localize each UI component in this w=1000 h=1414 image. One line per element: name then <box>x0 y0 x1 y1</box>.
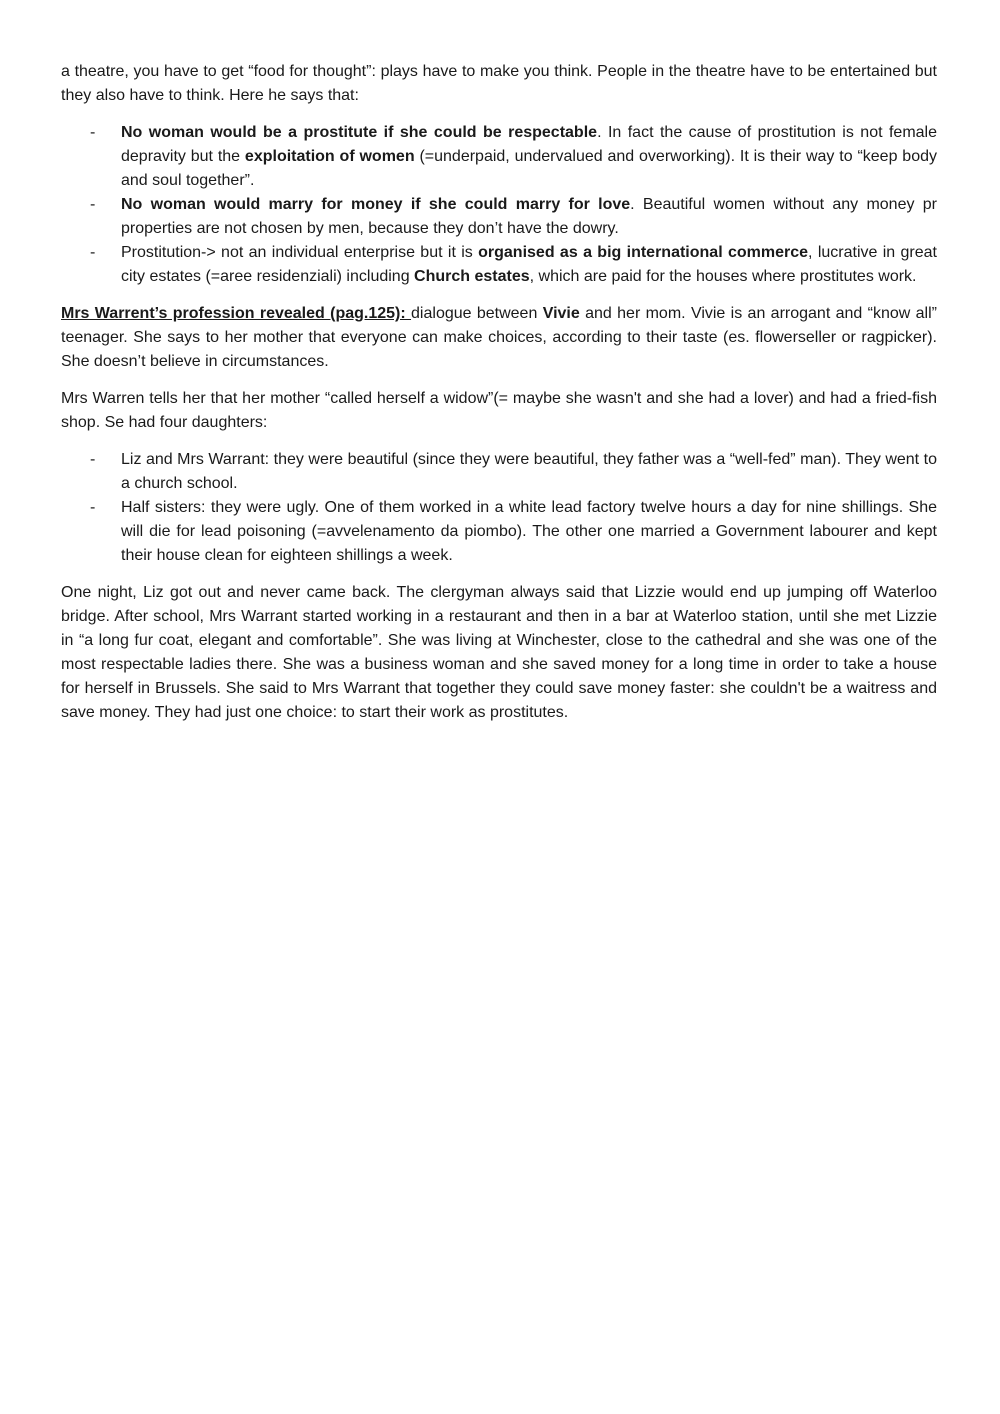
body-text: . In fact the cause of prostitution is not female depravity but the <box>121 124 938 165</box>
section-paragraph <box>61 302 937 374</box>
bold-phrase: No woman would be a prostitute if she could be respectable <box>121 124 598 141</box>
body-text: , which are paid for the houses where prostitutes work. <box>529 268 917 285</box>
body-text: (=underpaid, undervalued and overworking). It is their way to “keep body and soul together”. <box>121 148 937 189</box>
mother-paragraph: Mrs Warren tells her that her mother “called herself a widow”(= maybe she wasn't and she had a lover) and had a fried-fish shop. Se had four daughters: <box>61 390 937 431</box>
bold-phrase: Vivie <box>542 305 580 322</box>
list-item <box>61 121 937 193</box>
bold-phrase: Church estates <box>414 268 530 285</box>
body-text: . Beautiful women without any money pr properties are not chosen by men, because they don’t have the dowry. <box>121 196 938 237</box>
intro-paragraph: a theatre, you have to get “food for thought”: plays have to make you think. People in the theatre have to be entertained but they also have to think. Here he says that: <box>61 63 937 104</box>
dash-bullet: - <box>90 499 96 516</box>
shaw-points-list <box>61 121 937 289</box>
dash-bullet: - <box>90 451 96 468</box>
body-text: , lucrative in great city estates (=aree residenziali) including <box>121 244 937 285</box>
bold-phrase: organised as a big international commerce <box>478 244 809 261</box>
document-page <box>61 60 937 738</box>
dash-bullet: - <box>90 196 96 213</box>
dash-bullet: - <box>90 124 96 141</box>
section-heading: Mrs Warrent’s profession revealed (pag.125): <box>61 305 412 322</box>
list-item <box>61 448 937 496</box>
list-item <box>61 193 937 241</box>
bold-phrase: exploitation of women <box>244 148 415 165</box>
body-text: Liz and Mrs Warrant: they were beautiful (since they were beautiful, they father was a “well-fed” man). They went to a church school. <box>121 451 937 492</box>
daughters-list <box>61 448 937 568</box>
list-item <box>61 496 937 568</box>
closing-paragraph: One night, Liz got out and never came back. The clergyman always said that Lizzie would end up jumping off Waterloo bridge. After school, Mrs Warrant started working in a restaurant and then in a bar at Waterloo station, until she met Lizzie in “a long fur coat, elegant and comfortable”. She was living at Winchester, close to the cathedral and she was one of the most respectable ladies there. She was a business woman and she saved money for a long time in order to take a house for herself in Brussels. She said to Mrs Warrant that together they could save money faster: she couldn't be a waitress and save money. They had just one choice: to start their work as prostitutes. <box>61 584 937 721</box>
body-text: Prostitution-> not an individual enterprise but it is <box>121 244 479 261</box>
list-item <box>61 241 937 289</box>
dash-bullet: - <box>90 244 96 261</box>
body-text: dialogue between <box>411 305 543 322</box>
bold-phrase: No woman would marry for money if she could marry for love <box>121 196 631 213</box>
body-text: Half sisters: they were ugly. One of them worked in a white lead factory twelve hours a day for nine shillings. She will die for lead poisoning (=avvelenamento da piombo). The other one married a Government labourer and kept their house clean for eighteen shillings a week. <box>121 499 937 564</box>
body-text: and her mom. Vivie is an arrogant and “know all” teenager. She says to her mother that everyone can make choices, according to their taste (es. flowerseller or ragpicker). She doesn’t believe in circumstances. <box>61 305 937 370</box>
